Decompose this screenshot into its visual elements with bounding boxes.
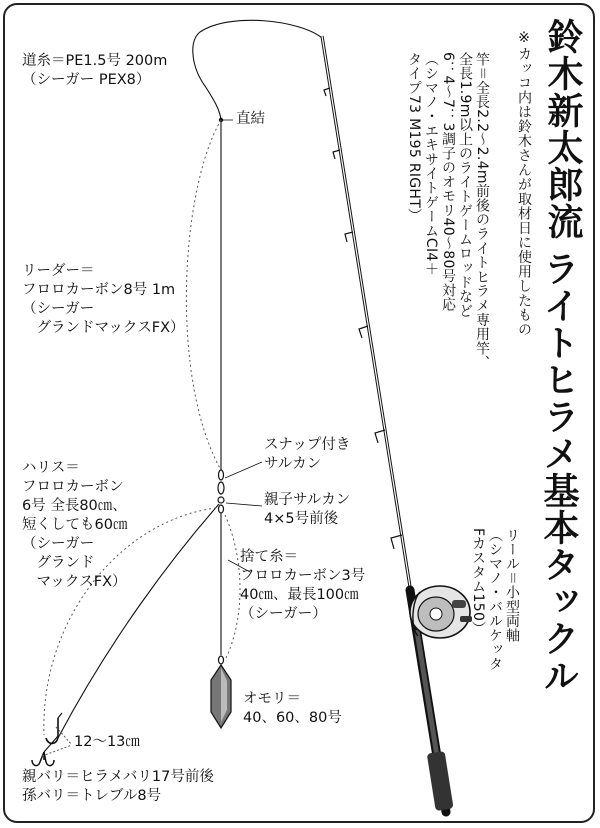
parent-swivel-label: 親子サルカン 4×5号前後 bbox=[264, 492, 351, 527]
rod-spec-line: 竿＝全長2.2〜2.4m前後のライトヒラメ専用竿、 bbox=[474, 52, 490, 370]
harisu-label: ハリス＝ フロロカーボン 6号 全長80㎝、 短くしても60㎝ （シーガー グランド マックスFX） bbox=[22, 460, 128, 590]
note: ※カッコ内は鈴木さんが取材日に使用したもの bbox=[516, 30, 532, 337]
leader-bracket bbox=[186, 120, 221, 470]
rod-spec-line: （シマノ・エキサイトゲームCI4＋ bbox=[423, 52, 439, 276]
sute-ito-bracket bbox=[225, 515, 240, 660]
rod-spec-line: 全長1.9m以上のライトゲームロッドなど bbox=[457, 52, 473, 318]
hook-gap-label: 12〜13㎝ bbox=[74, 734, 140, 750]
reel-spec bbox=[469, 528, 520, 671]
hook-icon bbox=[46, 718, 58, 743]
mainline-label: 道糸＝PE1.5号 200m （シーガー PEX8） bbox=[22, 53, 168, 88]
rod-spec-line: タイプ73 M195 RIGHT） bbox=[406, 52, 422, 223]
leader-label: リーダー＝ フロロカーボン8号 1m （シーガー グランドマックスFX） bbox=[22, 263, 185, 336]
reel-spec-line: リール＝小型両軸 bbox=[504, 528, 520, 643]
snap-swivel-icon bbox=[218, 470, 224, 494]
mainline-arc bbox=[193, 20, 322, 120]
reel-spec-line: Fカスタム150） bbox=[470, 528, 486, 636]
rod-spec bbox=[405, 52, 490, 370]
treble-hook-icon bbox=[32, 752, 54, 766]
parent-swivel-icon bbox=[218, 497, 224, 513]
direct-knot-label: 直結 bbox=[236, 111, 265, 127]
hooks-label: 親バリ＝ヒラメバリ17号前後 孫バリ＝トレブル8号 bbox=[22, 769, 214, 804]
sinker-label: オモリ＝ 40、60、80号 bbox=[243, 691, 342, 726]
reel-spec-line: （シマノ・バルケッタ bbox=[487, 528, 503, 671]
sute-ito-label: 捨て糸＝ フロロカーボン3号 40㎝、最長100㎝ （シーガー） bbox=[240, 549, 366, 622]
reel-icon bbox=[410, 586, 472, 638]
rod-spec-line: 6：4〜7：3調子のオモリ40〜80号対応 bbox=[440, 52, 456, 312]
title-main: 鈴木新太郎流 bbox=[542, 18, 583, 240]
snap-swivel-label: スナップ付き サルカン bbox=[264, 437, 351, 472]
title-sub: ライトヒラメ基本タックル bbox=[538, 250, 579, 694]
